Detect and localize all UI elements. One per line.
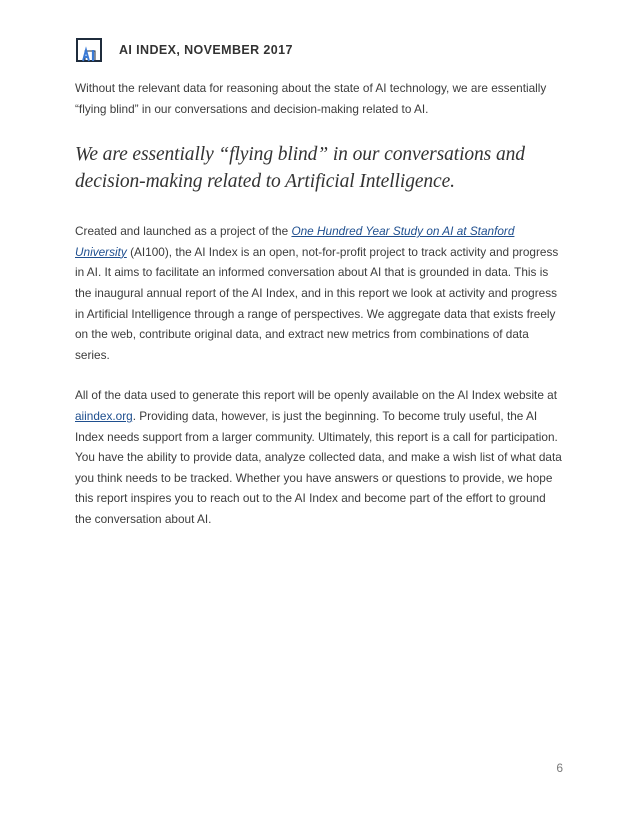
aiindex-link[interactable]: aiindex.org [75,408,133,423]
intro-paragraph: Without the relevant data for reasoning about the state of AI technology, we are essentially “flying blind” in our conversations and decision-making related to AI. [75,81,547,116]
page-content [75,78,565,530]
ai-index-logo [75,37,103,63]
paragraph1-text-start: Created and launched as a project of the [75,224,292,239]
paragraph2-text-start: All of the data used to generate this report will be openly available on the AI Index website at [75,388,558,403]
paragraph1-text-end: (AI100), the AI Index is an open, not-for-profit project to track activity and progress in AI. It aims to facilitate an informed conversation about AI that is grounded in data. This is the inaugural annual report of the AI Index, and in this report we look at activity and progress in Artificial Intelligence through a range of perspectives. We aggregate data that exists freely on the web, contribute original data, and extract new metrics from combinations of data series. [75,244,559,362]
page-header [75,36,293,64]
pull-quote: We are essentially “flying blind” in our conversations and decision-making related to Artificial Intelligence. [75,144,525,193]
ai100-link[interactable]: One Hundred Year Study on AI at Stanford University [75,224,515,259]
header-title: AI INDEX, NOVEMBER 2017 [119,43,293,57]
body-paragraph-2 [75,385,565,529]
body-paragraph-1 [75,221,565,365]
page-number: 6 [556,761,563,775]
paragraph2-text-end: . Providing data, however, is just the beginning. To become truly useful, the AI Index needs support from a larger community. Ultimately, this report is a call for participation. You have the ability to provide data, analyze collected data, and make a wish list of what data you think needs to be tracked. Whether you have answers or questions to provide, we hope this report inspires you to reach out to the AI Index and become part of the effort to ground the conversation about AI. [75,408,562,526]
